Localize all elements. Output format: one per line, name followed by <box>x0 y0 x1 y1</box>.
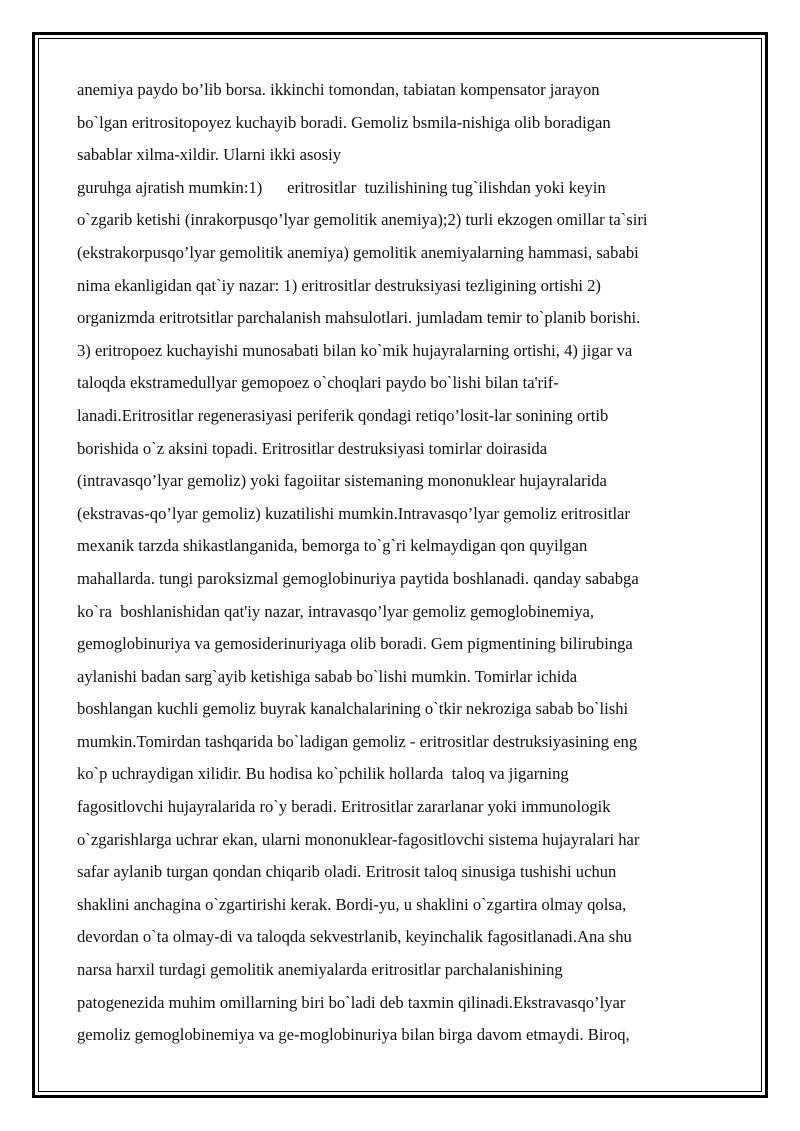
text-line: mumkin.Tomirdan tashqarida bo`ladigan gemoliz - eritrositlar destruksiyasining eng <box>77 731 638 751</box>
text-line: mahallarda. tungi paroksizmal gemoglobinuriya paytida boshlanadi. qanday sababga <box>77 568 639 588</box>
text-line: 3) eritropoez kuchayishi munosabati bilan ko`mik hujayralarning ortishi, 4) jigar va <box>77 340 633 360</box>
text-line: o`zgarishlarga uchrar ekan, ularni mononuklear-fagositlovchi sistema hujayralari har <box>77 829 640 849</box>
text-line: o`zgarib ketishi (inrakorpusqo’lyar gemolitik anemiya);2) turli ekzogen omillar ta`siri <box>77 210 648 230</box>
text-line: mexanik tarzda shikastlanganida, bemorga to`g`ri kelmaydigan qon quyilgan <box>77 536 588 556</box>
text-line: devordan o`ta olmay-di va taloqda sekvestrlanib, keyinchalik fagositlanadi.Ana shu <box>77 927 632 947</box>
text-line: lanadi.Eritrositlar regenerasiyasi periferik qondagi retiqo’losit-lar sonining ortib <box>77 405 609 425</box>
text-line: borishida o`z aksini topadi. Eritrositlar destruksiyasi tomirlar doirasida <box>77 438 548 458</box>
text-line: (ekstravas-qo’lyar gemoliz) kuzatilishi mumkin.Intravasqo’lyar gemoliz eritrositlar <box>77 503 630 523</box>
document-body <box>77 74 737 1052</box>
text-line: nima ekanligidan qat`iy nazar: 1) eritrositlar destruksiyasi tezligining ortishi 2) <box>77 275 601 295</box>
text-line: ko`p uchraydigan xilidir. Bu hodisa ko`pchilik hollarda taloq va jigarning <box>77 764 569 784</box>
text-line: anemiya paydo bo’lib borsa. ikkinchi tomondan, tabiatan kompensator jarayon <box>77 80 600 99</box>
text-line: (intravasqo’lyar gemoliz) yoki fagoiitar sistemaning mononuklear hujayralarida <box>77 471 607 491</box>
text-line: bo`lgan eritrositopoyez kuchayib boradi. Gemoliz bsmila-nishiga olib boradigan <box>77 112 611 132</box>
text-line: taloqda ekstramedullyar gemopoez o`choqlari paydo bo`lishi bilan ta'rif- <box>77 373 559 393</box>
text-line: sabablar xilma-xildir. Ularni ikki asosiy <box>77 145 342 165</box>
text-line: gemoliz gemoglobinemiya va ge-moglobinuriya bilan birga davom etmaydi. Biroq, <box>77 1025 630 1045</box>
text-line: organizmda eritrotsitlar parchalanish mahsulotlari. jumladam temir to`planib borishi. <box>77 308 641 328</box>
text-line: ko`ra boshlanishidan qat'iy nazar, intravasqo’lyar gemoliz gemoglobinemiya, <box>77 601 595 621</box>
text-line: fagositlovchi hujayralarida ro`y beradi. Eritrositlar zararlanar yoki immunologik <box>77 797 611 817</box>
text-line: shaklini anchagina o`zgartirishi kerak. Bordi-yu, u shaklini o`zgartira olmay qolsa, <box>77 894 627 914</box>
text-line: gemoglobinuriya va gemosiderinuriyaga olib boradi. Gem pigmentining bilirubinga <box>77 634 633 654</box>
text-line: patogenezida muhim omillarning biri bo`ladi deb taxmin qilinadi.Ekstravasqo’lyar <box>77 992 626 1012</box>
text-line: safar aylanib turgan qondan chiqarib oladi. Eritrosit taloq sinusiga tushishi uchun <box>77 862 617 882</box>
text-line: (ekstrakorpusqo’lyar gemolitik anemiya) gemolitik anemiyalarning hammasi, sababi <box>77 242 639 262</box>
text-line: aylanishi badan sarg`ayib ketishiga sabab bo`lishi mumkin. Tomirlar ichida <box>77 666 578 686</box>
text-line: boshlangan kuchli gemoliz buyrak kanalchalarining o`tkir nekroziga sabab bo`lishi <box>77 699 629 719</box>
text-line: narsa harxil turdagi gemolitik anemiyalarda eritrositlar parchalanishining <box>77 960 563 980</box>
text-line: guruhga ajratish mumkin:1) eritrositlar tuzilishining tug`ilishdan yoki keyin <box>77 177 606 197</box>
